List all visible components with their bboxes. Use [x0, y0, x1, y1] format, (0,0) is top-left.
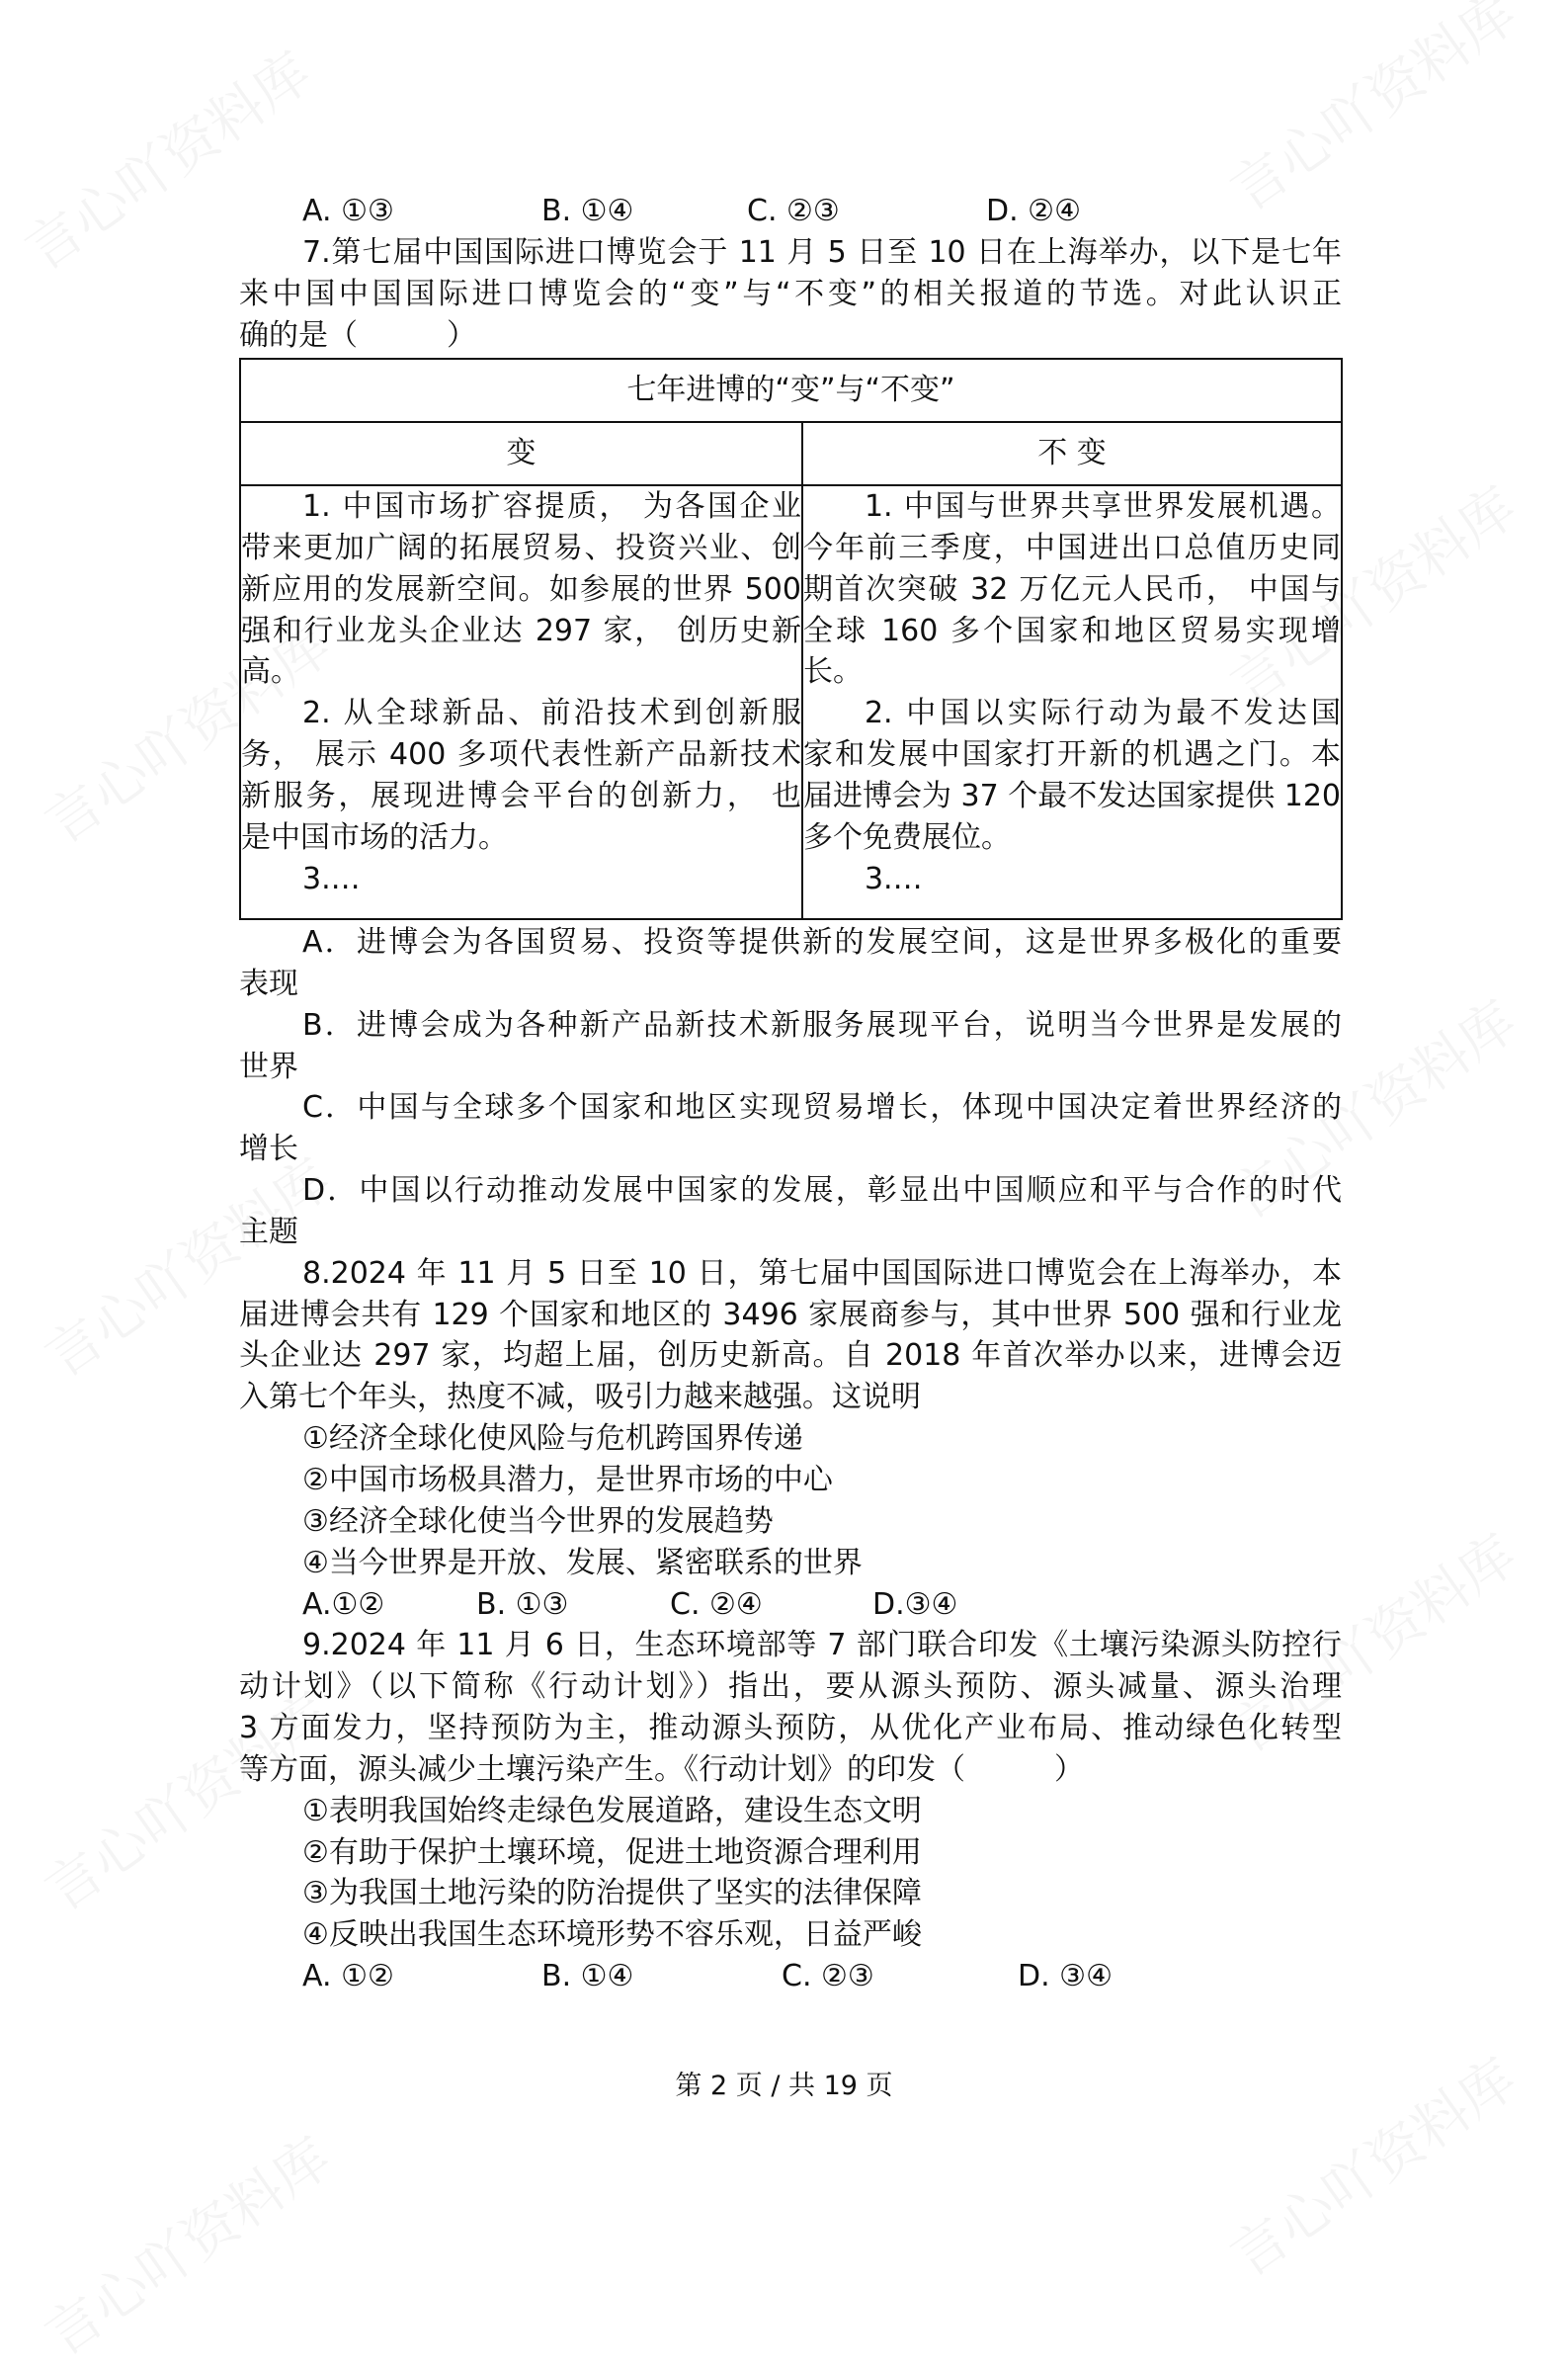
question-7-stem-line: 确的是（ ） [239, 317, 476, 353]
question-7-choice-line: D．中国以行动推动发展中国家的发展，彰显出中国顺应和平与合作的时代 [302, 1173, 1342, 1209]
question-8-statement-line: ②中国市场极具潜力，是世界市场的中心 [302, 1462, 833, 1497]
question-8-statement-line: ④当今世界是开放、发展、紧密联系的世界 [302, 1545, 863, 1580]
change-item-line: 务， 展示 400 多项代表性新产品新技术 [241, 737, 801, 773]
change-item-line: 3.… [302, 861, 361, 896]
answer-option[interactable]: D. ③④ [1018, 1959, 1113, 1994]
question-6-options [239, 191, 1342, 232]
unchanged-item-line: 3.… [864, 861, 923, 896]
comparison-table [239, 358, 1343, 920]
unchanged-item-line: 家和发展中国家打开新的机遇之门。本 [802, 737, 1341, 773]
table-title: 七年进博的“变”与“不变” [240, 359, 1342, 422]
question-7-choice-line: C．中国与全球多个国家和地区实现贸易增长，体现中国决定着世界经济的 [302, 1090, 1342, 1126]
question-9-options [239, 1956, 1342, 1997]
question-7-stem-line: 来中国中国国际进口博览会的“变”与“不变”的相关报道的节选。对此认识正 [239, 276, 1342, 311]
question-7-choice-line: A．进博会为各国贸易、投资等提供新的发展空间，这是世界多极化的重要 [302, 925, 1342, 960]
cell-change [240, 485, 802, 919]
answer-option[interactable]: B. ①④ [541, 1959, 634, 1994]
question-7-choice-line: 世界 [239, 1049, 298, 1084]
change-item-line: 新服务，展现进博会平台的创新力， 也 [241, 778, 801, 813]
watermark-text [27, 2116, 344, 2371]
unchanged-item-line: 全球 160 多个国家和地区贸易实现增 [802, 613, 1341, 648]
question-8-statement-line: ③经济全球化使当今世界的发展趋势 [302, 1503, 774, 1539]
question-7-choice-line: B．进博会成为各种新产品新技术新服务展现平台，说明当今世界是发展的 [302, 1007, 1342, 1043]
question-6-options-block [239, 191, 1342, 356]
question-8-options [239, 1584, 1342, 1626]
question-8-stem-line: 入第七个年头，热度不减，吸引力越来越强。这说明 [239, 1380, 921, 1415]
answer-option[interactable]: C. ②③ [782, 1959, 874, 1994]
question-7-stem [239, 232, 1342, 357]
question-7-stem-line: 7.第七届中国国际进口博览会于 11 月 5 日至 10 日在上海举办，以下是七年 [302, 234, 1342, 270]
column-header-change: 变 [240, 422, 802, 485]
question-9-statement-line: ②有助于保护土壤环境，促进土地资源合理利用 [302, 1834, 922, 1870]
cell-unchanged [802, 485, 1342, 919]
answer-option[interactable]: D.③④ [872, 1586, 958, 1622]
change-item-line: 高。 [241, 654, 300, 690]
question-7-choice-line: 表现 [239, 966, 298, 1001]
question-9-statement-line: ③为我国土地污染的防治提供了坚实的法律保障 [302, 1876, 922, 1911]
answer-option[interactable]: B. ①④ [541, 194, 634, 228]
question-8-statement-line: ①经济全球化使风险与危机跨国界传递 [302, 1421, 803, 1457]
questions-7-to-9 [239, 922, 1342, 1997]
unchanged-item-line: 2. 中国以实际行动为最不发达国 [864, 696, 1341, 731]
change-item-line: 带来更加广阔的拓展贸易、投资兴业、创 [241, 530, 801, 565]
question-9-statement-line: ①表明我国始终走绿色发展道路，建设生态文明 [302, 1793, 922, 1828]
change-item-line: 2. 从全球新品、前沿技术到创新服 [302, 696, 801, 731]
page-footer: 第 2 页 / 共 19 页 [675, 2071, 893, 2101]
change-item-line: 1. 中国市场扩容提质， 为各国企业 [302, 489, 801, 524]
change-item-line: 新应用的发展新空间。如参展的世界 500 [241, 571, 801, 607]
unchanged-item-line: 多个免费展位。 [802, 819, 1011, 855]
question-7-choice-line: 增长 [239, 1132, 298, 1167]
question-9-stem-line: 动计划》（以下简称《行动计划》）指出，要从源头预防、源头减量、源头治理 [239, 1669, 1342, 1705]
change-item-line: 强和行业龙头企业达 297 家， 创历史新 [241, 613, 801, 648]
question-8-stem-line: 头企业达 297 家，均超上届，创历史新高。自 2018 年首次举办以来，进博会迈 [239, 1338, 1342, 1374]
answer-option[interactable]: C. ②④ [670, 1586, 763, 1622]
question-8-stem-line: 届进博会共有 129 个国家和地区的 3496 家展商参与，其中世界 500 强和行业龙 [239, 1297, 1342, 1332]
question-9-stem-line: 3 方面发力，坚持预防为主，推动源头预防，从优化产业布局、推动绿色化转型 [239, 1711, 1342, 1746]
answer-option[interactable]: A. ①② [302, 1959, 394, 1994]
answer-option[interactable]: A.①② [302, 1586, 385, 1622]
question-7-choice-line: 主题 [239, 1214, 298, 1249]
answer-option[interactable]: B. ①③ [476, 1586, 569, 1622]
unchanged-item-line: 期首次突破 32 万亿元人民币， 中国与 [802, 571, 1341, 607]
unchanged-item-line: 长。 [802, 654, 863, 690]
question-9-statement-line: ④反映出我国生态环境形势不容乐观，日益严峻 [302, 1917, 922, 1953]
change-item-line: 是中国市场的活力。 [241, 819, 508, 855]
answer-option[interactable]: D. ②④ [986, 194, 1081, 228]
unchanged-item-line: 1. 中国与世界共享世界发展机遇。 [864, 489, 1341, 524]
question-9-stem-line: 9.2024 年 11 月 6 日，生态环境部等 7 部门联合印发《土壤污染源头防控行 [302, 1628, 1342, 1663]
answer-option[interactable]: A. ①③ [302, 194, 394, 228]
column-header-unchanged: 不 变 [802, 422, 1342, 485]
unchanged-item-line: 今年前三季度，中国进出口总值历史同 [802, 530, 1341, 565]
answer-option[interactable]: C. ②③ [747, 194, 840, 228]
unchanged-item-line: 届进博会为 37 个最不发达国家提供 120 [802, 778, 1341, 813]
question-9-stem-line: 等方面，源头减少土壤污染产生。《行动计划》的印发（ ） [239, 1751, 1084, 1787]
question-8-stem-line: 8.2024 年 11 月 5 日至 10 日，第七届中国国际进口博览会在上海举办，本 [302, 1255, 1342, 1291]
